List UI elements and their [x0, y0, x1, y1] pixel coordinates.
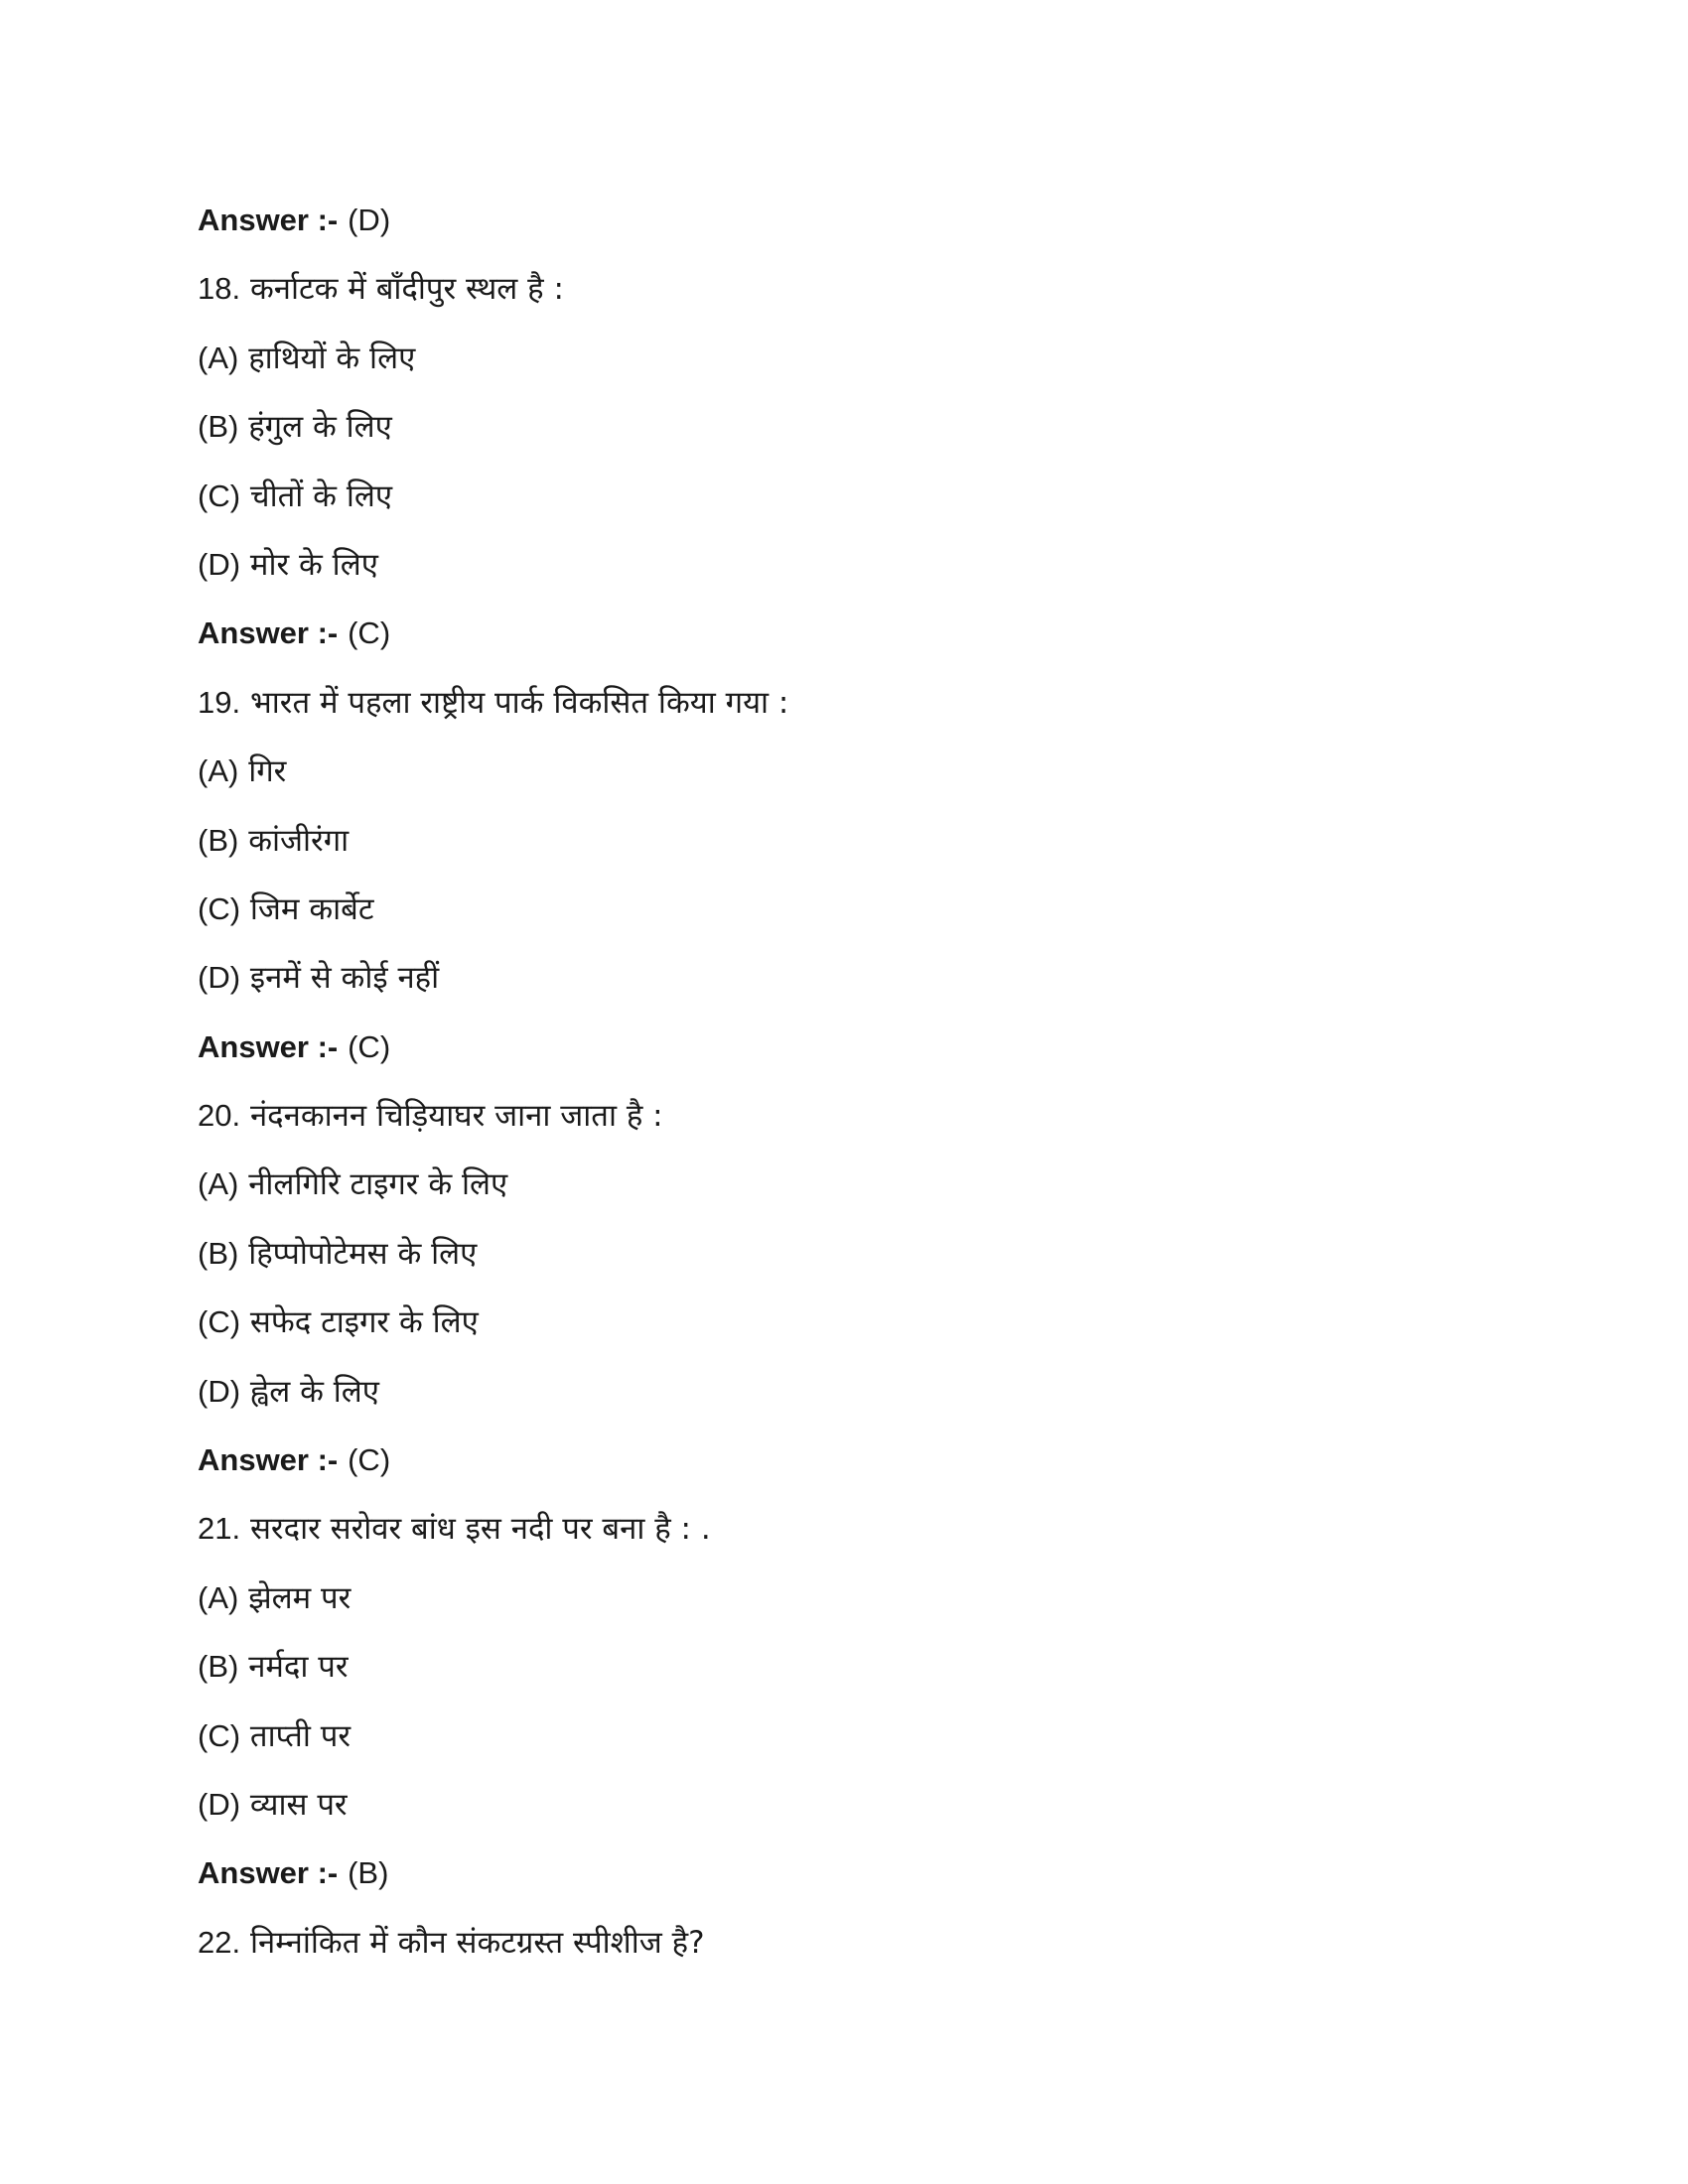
option-text: जिम कार्बेट — [249, 890, 374, 927]
document-page — [198, 195, 1488, 1985]
answer-line — [198, 1022, 1488, 1090]
option-key: (C) — [198, 890, 241, 926]
option-text: हंगुल के लिए — [248, 409, 392, 446]
option-text: हिप्पोपोटेमस के लिए — [248, 1235, 478, 1272]
option-line — [198, 1572, 1488, 1641]
option-text: नीलगिरि टाइगर के लिए — [248, 1166, 508, 1203]
option-line — [198, 471, 1488, 539]
option-line — [198, 1297, 1488, 1365]
question-text: निम्नांकित में कौन संकटग्रस्त स्पीशीज है? — [249, 1924, 705, 1961]
question-text: नंदनकानन चिड़ियाघर जाना जाता है : — [249, 1098, 663, 1135]
option-line — [198, 1779, 1488, 1847]
option-key: (D) — [198, 960, 241, 996]
option-text: ह्वेल के लिए — [249, 1373, 379, 1410]
option-line — [198, 884, 1488, 952]
option-key: (C) — [198, 1717, 241, 1753]
question-number: 22. — [198, 1924, 241, 1960]
answer-label: Answer :- — [198, 615, 339, 651]
question-number: 20. — [198, 1098, 241, 1134]
question-line — [198, 1090, 1488, 1159]
question-number: 18. — [198, 271, 241, 307]
option-line — [198, 952, 1488, 1021]
option-line — [198, 401, 1488, 470]
option-line — [198, 1159, 1488, 1227]
option-line — [198, 1228, 1488, 1297]
answer-value: (D) — [348, 203, 391, 237]
question-number: 21. — [198, 1511, 241, 1547]
question-text: सरदार सरोवर बांध इस नदी पर बना है : . — [249, 1511, 711, 1548]
answer-line — [198, 608, 1488, 676]
option-line — [198, 746, 1488, 814]
question-line — [198, 1503, 1488, 1571]
answer-value: (C) — [348, 615, 391, 651]
option-text: झेलम पर — [248, 1579, 352, 1616]
answer-label: Answer :- — [198, 1442, 339, 1478]
option-key: (D) — [198, 546, 241, 582]
question-text: कर्नाटक में बाँदीपुर स्थल है : — [249, 271, 564, 308]
answer-value: (C) — [348, 1028, 391, 1064]
answer-value: (C) — [348, 1442, 391, 1478]
option-line — [198, 1366, 1488, 1434]
option-key: (A) — [198, 1579, 239, 1615]
option-text: हाथियों के लिए — [248, 340, 416, 376]
option-line — [198, 539, 1488, 608]
option-text: ताप्ती पर — [249, 1717, 351, 1754]
option-key: (C) — [198, 1304, 241, 1340]
question-number: 19. — [198, 684, 241, 720]
answer-line — [198, 195, 1488, 263]
option-text: कांजीरंगा — [248, 822, 350, 859]
option-text: सफेद टाइगर के लिए — [249, 1304, 479, 1341]
option-key: (A) — [198, 1166, 239, 1202]
option-key: (D) — [198, 1786, 241, 1822]
option-key: (B) — [198, 1235, 239, 1271]
option-line — [198, 1710, 1488, 1779]
question-line — [198, 1917, 1488, 1985]
option-text: गिर — [248, 753, 287, 790]
question-text: भारत में पहला राष्ट्रीय पार्क विकसित किया गया : — [249, 684, 789, 721]
answer-label: Answer :- — [198, 203, 339, 237]
answer-label: Answer :- — [198, 1028, 339, 1064]
answer-line — [198, 1847, 1488, 1916]
option-key: (B) — [198, 409, 239, 445]
option-line — [198, 1641, 1488, 1709]
question-line — [198, 263, 1488, 332]
answer-line — [198, 1434, 1488, 1503]
answer-label: Answer :- — [198, 1855, 339, 1891]
question-line — [198, 677, 1488, 746]
option-text: चीतों के लिए — [249, 478, 393, 514]
option-key: (A) — [198, 340, 239, 375]
option-line — [198, 333, 1488, 401]
option-text: व्यास पर — [249, 1786, 348, 1823]
answer-value: (B) — [348, 1855, 389, 1891]
option-key: (C) — [198, 478, 241, 513]
option-text: इनमें से कोई नहीं — [249, 960, 440, 997]
option-text: मोर के लिए — [249, 546, 378, 583]
option-key: (B) — [198, 822, 239, 858]
option-line — [198, 815, 1488, 884]
option-key: (D) — [198, 1373, 241, 1409]
option-text: नर्मदा पर — [248, 1649, 349, 1686]
option-key: (B) — [198, 1649, 239, 1685]
option-key: (A) — [198, 753, 239, 789]
